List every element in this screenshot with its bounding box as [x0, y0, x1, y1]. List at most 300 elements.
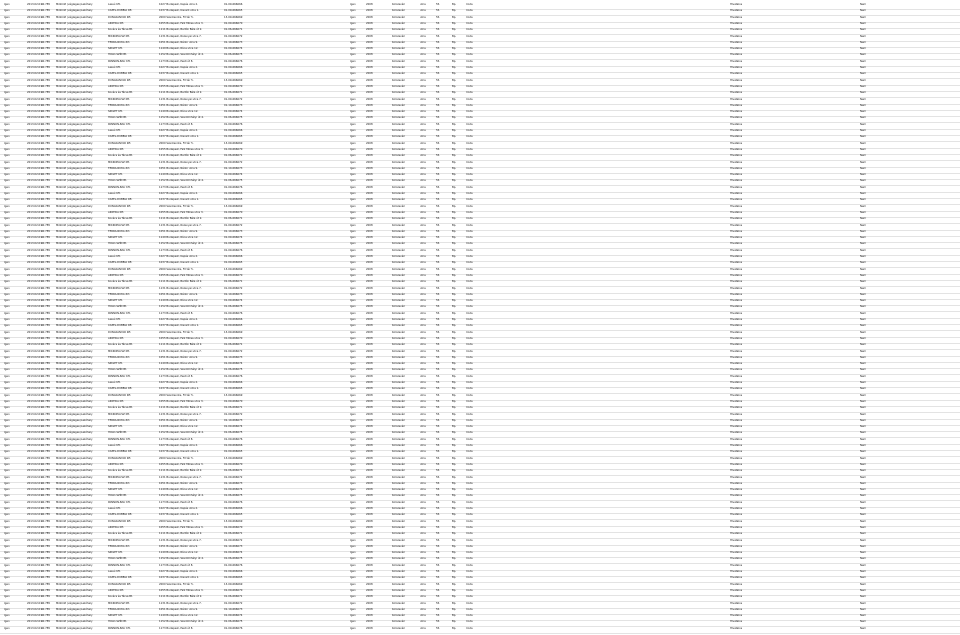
table-cell: Lakóhely: [81, 374, 93, 378]
table-cell: 01-09-666676: [224, 563, 243, 567]
table-cell: Nem: [860, 204, 867, 208]
table-cell: 55.: [436, 324, 441, 328]
table-cell: 55.: [436, 59, 441, 63]
table-cell: Lakóhely: [81, 532, 93, 536]
table-cell: 2013.02.01: [27, 614, 42, 618]
table-cell: Hivatalos: [730, 84, 743, 88]
table-cell: Kovács és Társa Bt.: [108, 280, 133, 284]
table-cell: Hivatalos: [730, 437, 743, 441]
table-cell: utca: [420, 267, 426, 271]
table-cell: 01-09-666674: [224, 299, 243, 303]
table-cell: utca: [420, 110, 426, 114]
table-cell: Lassú Kft.: [108, 570, 121, 573]
table-cell: Iroda: [466, 387, 473, 391]
table-cell: 55.: [436, 305, 441, 309]
row-divider: [0, 563, 960, 564]
table-cell: Bp.: [452, 72, 457, 76]
table-cell: Igen: [350, 173, 356, 177]
row-divider: [0, 507, 960, 508]
table-cell: Iroda: [466, 173, 473, 177]
table-cell: Bp.: [452, 192, 457, 195]
table-cell: Igen: [4, 217, 10, 221]
table-cell: ARKTIKA Kft.: [108, 462, 125, 466]
table-cell: 01-06-666671: [224, 343, 243, 347]
table-cell: MIKROPLUSZ Kft.: [108, 601, 130, 605]
table-cell: Igen: [350, 368, 356, 372]
table-cell: Nem: [860, 198, 867, 202]
table-cell: 1051 Budapest, Nádor utca 9.: [159, 544, 198, 548]
table-cell: Kovács és Társa Bt.: [108, 217, 133, 221]
table-cell: 2013.02.01: [27, 173, 42, 177]
table-cell: 01-09-666666: [224, 444, 243, 447]
table-cell: Iroda: [466, 444, 473, 447]
table-cell: Igen: [350, 91, 356, 95]
table-cell: Lakóhely: [81, 355, 93, 359]
table-cell: 2013.02.01: [27, 538, 42, 542]
row-divider: [0, 356, 960, 357]
table-cell: 01-10-666673: [224, 355, 243, 359]
table-cell: Hivatalos: [730, 110, 743, 114]
table-cell: Kovács és Társa Bt.: [108, 532, 133, 536]
table-cell: Iroda: [466, 84, 473, 88]
table-cell: Működő (végleges): [56, 173, 81, 177]
table-cell: 40.785: [41, 620, 51, 624]
table-cell: Iroda: [466, 488, 473, 492]
table-cell: 2013.02.01: [27, 362, 42, 366]
table-cell: Bp.: [452, 444, 457, 447]
table-cell: 40.785: [41, 626, 51, 630]
table-cell: 2013.02.01: [27, 519, 42, 523]
table-cell: Működő (végleges): [56, 59, 81, 63]
table-cell: SZIGET Kft.: [108, 551, 123, 555]
table-cell: 1055 Budapest, Falk Miksa utca 3.: [159, 210, 204, 214]
table-cell: 2008: [366, 355, 373, 359]
table-cell: 01-09-666676: [224, 122, 243, 126]
table-cell: utca: [420, 488, 426, 492]
table-cell: Lakóhely: [81, 318, 93, 321]
table-cell: Hivatalos: [730, 336, 743, 340]
table-cell: Lakóhely: [81, 469, 93, 473]
table-cell: Bp.: [452, 588, 457, 592]
table-cell: Bp.: [452, 551, 457, 555]
table-cell: Lakóhely: [81, 444, 93, 447]
table-cell: Működő (végleges): [56, 185, 81, 189]
table-cell: Működő (végleges): [56, 110, 81, 114]
table-cell: utca: [420, 9, 426, 13]
table-cell: 2013.02.01: [27, 160, 42, 164]
table-cell: utca: [420, 425, 426, 429]
table-cell: 01-09-666665: [224, 576, 243, 580]
table-cell: Igen: [350, 217, 356, 221]
table-cell: Kolozsvári: [392, 576, 406, 580]
table-cell: Nem: [860, 362, 867, 366]
table-cell: Működő (végleges): [56, 242, 81, 246]
table-cell: 13-09-666669: [224, 78, 243, 82]
table-cell: 13-09-666669: [224, 519, 243, 523]
table-cell: 2013.02.01: [27, 122, 42, 126]
table-cell: Igen: [4, 538, 10, 542]
table-cell: 55.: [436, 280, 441, 284]
table-cell: Működő (végleges): [56, 399, 81, 403]
table-cell: utca: [420, 78, 426, 82]
table-cell: 40.785: [41, 286, 51, 290]
table-cell: 01-10-666673: [224, 229, 243, 233]
table-cell: Igen: [350, 431, 356, 435]
table-cell: 55.: [436, 198, 441, 202]
table-cell: Bp.: [452, 3, 457, 6]
table-cell: 1173 Budapest, Pesti út 8.: [159, 437, 194, 441]
table-cell: Igen: [4, 481, 10, 485]
table-cell: PANNON-BAU Kft.: [108, 626, 131, 630]
table-cell: Hivatalos: [730, 349, 743, 353]
table-cell: Igen: [4, 299, 10, 303]
table-cell: Igen: [4, 456, 10, 460]
table-cell: Hivatalos: [730, 305, 743, 309]
table-cell: Kolozsvári: [392, 204, 406, 208]
table-cell: Igen: [4, 53, 10, 57]
table-cell: Lakóhely: [81, 28, 93, 32]
table-cell: Bp.: [452, 374, 457, 378]
table-cell: 2008: [366, 204, 373, 208]
table-cell: Igen: [350, 261, 356, 265]
table-cell: Igen: [350, 110, 356, 114]
table-cell: Igen: [350, 418, 356, 422]
table-cell: 2008: [366, 15, 373, 19]
table-cell: 2008: [366, 444, 373, 447]
table-cell: 40.785: [41, 280, 51, 284]
table-cell: 2013.02.01: [27, 551, 42, 555]
table-cell: 55.: [436, 318, 441, 321]
table-cell: Nem: [860, 336, 867, 340]
table-cell: 2008: [366, 78, 373, 82]
table-cell: 2008: [366, 469, 373, 473]
table-cell: Hivatalos: [730, 475, 743, 479]
table-cell: Igen: [4, 576, 10, 580]
table-cell: Igen: [350, 614, 356, 618]
table-cell: 2008: [366, 122, 373, 126]
row-divider: [0, 494, 960, 495]
table-cell: Bp.: [452, 116, 457, 120]
table-cell: MIKROPLUSZ Kft.: [108, 97, 130, 101]
table-cell: 55.: [436, 519, 441, 523]
table-cell: 40.785: [41, 381, 51, 384]
table-cell: Bp.: [452, 286, 457, 290]
table-cell: utca: [420, 311, 426, 315]
table-cell: Bp.: [452, 59, 457, 63]
table-cell: 1111 Budapest, Bartók Béla út 2.: [159, 28, 203, 32]
table-cell: Kolozsvári: [392, 103, 406, 107]
table-cell: Iroda: [466, 450, 473, 454]
table-cell: 2008: [366, 286, 373, 290]
table-cell: 40.785: [41, 311, 51, 315]
table-cell: Igen: [4, 72, 10, 76]
table-cell: Lakóhely: [81, 399, 93, 403]
table-cell: Kolozsvári: [392, 381, 406, 384]
table-cell: 1051 Budapest, Nádor utca 9.: [159, 229, 198, 233]
table-cell: CAPEL-DUBBIA Kft.: [108, 576, 133, 580]
table-cell: 40.785: [41, 538, 51, 542]
row-divider: [0, 104, 960, 105]
table-cell: 1027 Budapest, Kapás utca 2.: [159, 192, 198, 195]
row-divider: [0, 337, 960, 338]
table-cell: 2008: [366, 563, 373, 567]
table-cell: Igen: [350, 626, 356, 630]
table-cell: Hivatalos: [730, 355, 743, 359]
table-cell: Kolozsvári: [392, 362, 406, 366]
table-cell: 1149 Budapest, Róna utca 12.: [159, 362, 199, 366]
table-cell: Bp.: [452, 103, 457, 107]
table-cell: Hivatalos: [730, 21, 743, 25]
table-cell: 55.: [436, 576, 441, 580]
table-cell: DUNAKANYAR Kft.: [108, 15, 132, 19]
table-cell: Hivatalos: [730, 399, 743, 403]
table-cell: Hivatalos: [730, 387, 743, 391]
table-cell: Kolozsvári: [392, 248, 406, 252]
table-cell: 55.: [436, 469, 441, 473]
table-cell: Kolozsvári: [392, 469, 406, 473]
table-cell: 40.785: [41, 551, 51, 555]
table-cell: utca: [420, 387, 426, 391]
table-cell: 01-09-666674: [224, 488, 243, 492]
table-cell: Igen: [350, 166, 356, 170]
table-cell: Igen: [350, 255, 356, 258]
table-cell: 55.: [436, 242, 441, 246]
table-cell: 55.: [436, 349, 441, 353]
row-divider: [0, 456, 960, 457]
table-cell: 01-09-666670: [224, 147, 243, 151]
table-cell: Kolozsvári: [392, 507, 406, 510]
table-cell: Nem: [860, 311, 867, 315]
table-cell: 01-09-666672: [224, 601, 243, 605]
table-cell: Nem: [860, 469, 867, 473]
table-cell: Hivatalos: [730, 456, 743, 460]
table-cell: Nem: [860, 318, 867, 321]
table-cell: HOLD-SZÍN Bt.: [108, 557, 127, 561]
table-cell: utca: [420, 185, 426, 189]
table-cell: Hivatalos: [730, 15, 743, 19]
table-cell: Lakóhely: [81, 166, 93, 170]
table-cell: ARKTIKA Kft.: [108, 399, 125, 403]
table-cell: Iroda: [466, 551, 473, 555]
table-cell: 01-09-666665: [224, 324, 243, 328]
table-cell: Igen: [4, 557, 10, 561]
table-cell: Iroda: [466, 66, 473, 69]
table-cell: Kolozsvári: [392, 444, 406, 447]
table-cell: Iroda: [466, 292, 473, 296]
table-cell: 01-09-666674: [224, 614, 243, 618]
table-cell: Bp.: [452, 324, 457, 328]
row-divider: [0, 431, 960, 432]
table-cell: DUNAKANYAR Kft.: [108, 456, 132, 460]
table-cell: 2013.02.01: [27, 601, 42, 605]
table-cell: Igen: [350, 179, 356, 183]
table-cell: 40.785: [41, 78, 51, 82]
table-cell: CAPEL-DUBBIA Kft.: [108, 450, 133, 454]
table-cell: Iroda: [466, 494, 473, 498]
table-cell: 1027 Budapest, Kapás utca 2.: [159, 381, 198, 384]
table-cell: 1173 Budapest, Pesti út 8.: [159, 122, 194, 126]
table-cell: Igen: [350, 437, 356, 441]
table-cell: 2013.02.01: [27, 437, 42, 441]
table-cell: Igen: [4, 248, 10, 252]
table-cell: 2013.02.01: [27, 229, 42, 233]
table-cell: Igen: [4, 198, 10, 202]
table-cell: 1131 Budapest, Rozsnyai utca 7.: [159, 475, 202, 479]
table-cell: Bp.: [452, 311, 457, 315]
table-cell: 1152 Budapest, Szentmihályi út 4.: [159, 620, 204, 624]
table-cell: 1152 Budapest, Szentmihályi út 4.: [159, 494, 204, 498]
table-cell: 2008: [366, 47, 373, 51]
table-cell: Iroda: [466, 122, 473, 126]
table-cell: Iroda: [466, 166, 473, 170]
table-cell: 01-06-666675: [224, 557, 243, 561]
table-cell: Kolozsvári: [392, 217, 406, 221]
table-cell: 40.785: [41, 595, 51, 599]
table-cell: Igen: [350, 116, 356, 120]
table-cell: 1111 Budapest, Bartók Béla út 2.: [159, 217, 203, 221]
table-cell: Igen: [350, 513, 356, 517]
table-cell: Lakóhely: [81, 576, 93, 580]
table-cell: Kolozsvári: [392, 147, 406, 151]
table-cell: Hivatalos: [730, 431, 743, 435]
table-cell: 2013.02.01: [27, 34, 42, 38]
table-cell: 2008: [366, 462, 373, 466]
row-divider: [0, 318, 960, 319]
table-cell: Igen: [4, 3, 10, 6]
table-cell: 40.785: [41, 601, 51, 605]
table-cell: Igen: [4, 355, 10, 359]
table-cell: Lakóhely: [81, 242, 93, 246]
table-cell: Iroda: [466, 305, 473, 309]
row-divider: [0, 400, 960, 401]
table-cell: 1037 Budapest, Kiscelli utca 1.: [159, 513, 200, 517]
table-cell: Működő (végleges): [56, 500, 81, 504]
table-cell: Lakóhely: [81, 273, 93, 277]
table-cell: Iroda: [466, 286, 473, 290]
table-cell: Igen: [4, 532, 10, 536]
table-cell: Hivatalos: [730, 425, 743, 429]
table-cell: PANNON-BAU Kft.: [108, 122, 131, 126]
table-cell: Nem: [860, 273, 867, 277]
table-cell: utca: [420, 305, 426, 309]
table-cell: utca: [420, 343, 426, 347]
table-cell: Működő (végleges): [56, 469, 81, 473]
table-cell: 01-09-666670: [224, 210, 243, 214]
row-divider: [0, 274, 960, 275]
table-cell: Igen: [4, 261, 10, 265]
table-cell: 40.785: [41, 34, 51, 38]
table-cell: 2008: [366, 59, 373, 63]
table-cell: Igen: [350, 103, 356, 107]
table-cell: Iroda: [466, 21, 473, 25]
table-cell: Igen: [4, 223, 10, 227]
table-cell: PANNON-BAU Kft.: [108, 374, 131, 378]
table-cell: utca: [420, 431, 426, 435]
table-cell: 01-09-666665: [224, 513, 243, 517]
row-divider: [0, 513, 960, 514]
table-cell: 55.: [436, 72, 441, 76]
row-divider: [0, 330, 960, 331]
table-cell: Igen: [350, 66, 356, 69]
table-cell: Működő (végleges): [56, 462, 81, 466]
table-cell: 40.785: [41, 236, 51, 240]
table-cell: 2008: [366, 336, 373, 340]
table-cell: Bp.: [452, 538, 457, 542]
table-cell: 40.785: [41, 91, 51, 95]
table-cell: Nem: [860, 494, 867, 498]
table-cell: 2013.02.01: [27, 582, 42, 586]
row-divider: [0, 255, 960, 256]
table-cell: Igen: [350, 336, 356, 340]
table-cell: Igen: [350, 425, 356, 429]
row-divider: [0, 538, 960, 539]
table-cell: Igen: [350, 97, 356, 101]
table-cell: Lakóhely: [81, 217, 93, 221]
table-cell: utca: [420, 538, 426, 542]
table-cell: Lakóhely: [81, 588, 93, 592]
row-divider: [0, 22, 960, 23]
table-cell: 55.: [436, 15, 441, 19]
table-cell: 2008: [366, 399, 373, 403]
table-cell: 01-06-666671: [224, 154, 243, 158]
table-cell: Lakóhely: [81, 563, 93, 567]
table-cell: 40.785: [41, 248, 51, 252]
table-cell: 55.: [436, 192, 441, 195]
table-cell: 55.: [436, 273, 441, 277]
table-cell: Működő (végleges): [56, 47, 81, 51]
table-cell: Igen: [4, 374, 10, 378]
table-cell: Működő (végleges): [56, 368, 81, 372]
table-cell: Lakóhely: [81, 299, 93, 303]
table-cell: 13-09-666669: [224, 267, 243, 271]
table-cell: utca: [420, 53, 426, 57]
table-cell: Iroda: [466, 236, 473, 240]
table-cell: Kolozsvári: [392, 116, 406, 120]
table-cell: 1152 Budapest, Szentmihályi út 4.: [159, 305, 204, 309]
row-divider: [0, 66, 960, 67]
table-cell: Működő (végleges): [56, 229, 81, 233]
table-cell: 1173 Budapest, Pesti út 8.: [159, 374, 194, 378]
table-cell: 2013.02.01: [27, 91, 42, 95]
table-cell: Igen: [350, 15, 356, 19]
table-cell: Iroda: [466, 229, 473, 233]
table-cell: 01-09-666674: [224, 173, 243, 177]
table-cell: Hivatalos: [730, 324, 743, 328]
table-cell: 1173 Budapest, Pesti út 8.: [159, 563, 194, 567]
table-cell: 2008: [366, 160, 373, 164]
table-cell: 2008: [366, 513, 373, 517]
table-cell: Bp.: [452, 563, 457, 567]
table-cell: 40.785: [41, 318, 51, 321]
table-cell: Igen: [4, 47, 10, 51]
table-cell: Bp.: [452, 135, 457, 139]
table-cell: 55.: [436, 444, 441, 447]
table-cell: Iroda: [466, 481, 473, 485]
table-cell: Iroda: [466, 116, 473, 120]
table-cell: 2013.02.01: [27, 305, 42, 309]
table-cell: 2013.02.01: [27, 292, 42, 296]
table-cell: 1111 Budapest, Bartók Béla út 2.: [159, 91, 203, 95]
table-cell: Hivatalos: [730, 40, 743, 44]
table-cell: Igen: [4, 381, 10, 384]
table-cell: 2013.02.01: [27, 255, 42, 258]
table-cell: Működő (végleges): [56, 311, 81, 315]
table-cell: Igen: [350, 236, 356, 240]
table-cell: Bp.: [452, 9, 457, 13]
row-divider: [0, 122, 960, 123]
table-cell: Igen: [350, 47, 356, 51]
table-cell: 1055 Budapest, Falk Miksa utca 3.: [159, 462, 204, 466]
